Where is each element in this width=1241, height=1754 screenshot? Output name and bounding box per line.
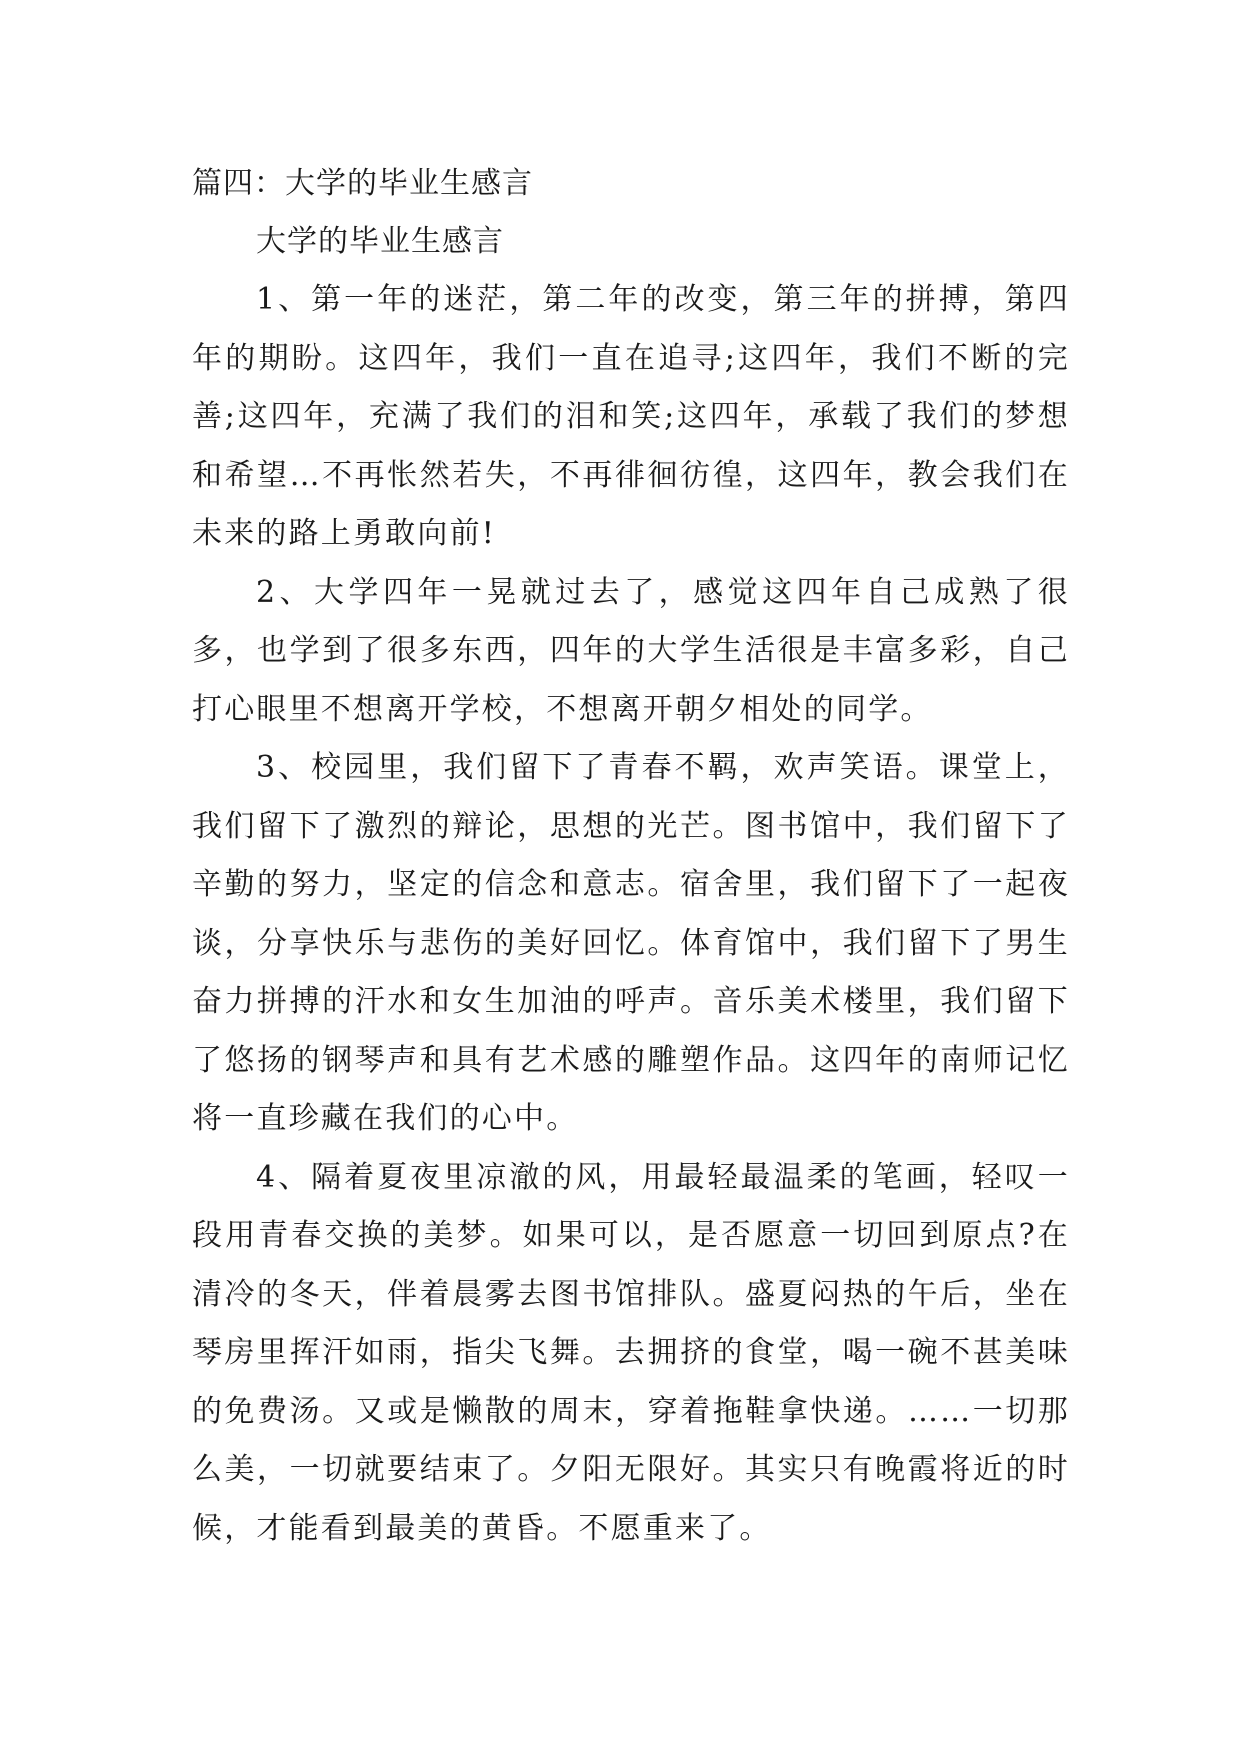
document-subheading: 大学的毕业生感言: [256, 224, 504, 259]
paragraph-4: 4、隔着夏夜里凉澈的风，用最轻最温柔的笔画，轻叹一段用青春交换的美梦。如果可以，是否愿意一切回到原点?在清冷的冬天，伴着晨雾去图书馆排队。盛夏闷热的午后，坐在琴房里挥汗如雨，指尖飞舞。去拥挤的食堂，喝一碗不甚美味的免费汤。又或是懒散的周末，穿着拖鞋拿快递。……一切那么美，一切就要结束了。夕阳无限好。其实只有晚霞将近的时候，才能看到最美的黄昏。不愿重来了。: [192, 1159, 1070, 1546]
paragraph-2: 2、大学四年一晃就过去了，感觉这四年自己成熟了很多，也学到了很多东西，四年的大学生活很是丰富多彩，自己打心眼里不想离开学校，不想离开朝夕相处的同学。: [192, 574, 1070, 727]
paragraph-3: 3、校园里，我们留下了青春不羁，欢声笑语。课堂上，我们留下了激烈的辩论，思想的光芒。图书馆中，我们留下了辛勤的努力，坚定的信念和意志。宿舍里，我们留下了一起夜谈，分享快乐与悲伤的美好回忆。体育馆中，我们留下了男生奋力拼搏的汗水和女生加油的呼声。音乐美术楼里，我们留下了悠扬的钢琴声和具有艺术感的雕塑作品。这四年的南师记忆将一直珍藏在我们的心中。: [192, 750, 1070, 1136]
document-body: [192, 155, 1070, 1558]
paragraph-1: 1、第一年的迷茫，第二年的改变，第三年的拼搏，第四年的期盼。这四年，我们一直在追寻;这四年，我们不断的完善;这四年，充满了我们的泪和笑;这四年，承载了我们的梦想和希望…不再怅然若失，不再徘徊彷徨，这四年，教会我们在未来的路上勇敢向前!: [192, 282, 1070, 551]
document-heading: 篇四：大学的毕业生感言: [192, 166, 533, 201]
